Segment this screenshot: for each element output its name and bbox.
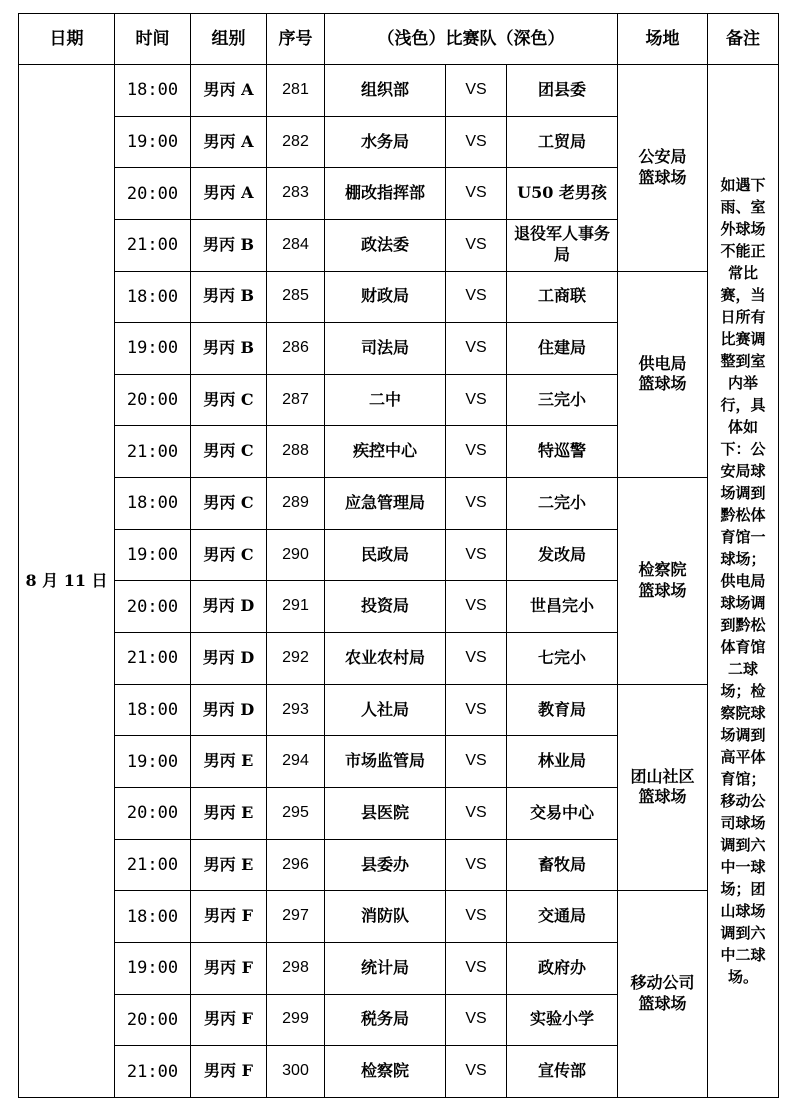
time-cell: 19:00: [115, 736, 191, 788]
match-number-cell: 298: [267, 942, 325, 994]
light-team-cell: 司法局: [325, 323, 446, 375]
light-team-cell: 政法委: [325, 219, 446, 271]
light-team-cell: 统计局: [325, 942, 446, 994]
match-number-cell: 286: [267, 323, 325, 375]
dark-team-cell: 畜牧局: [507, 839, 618, 891]
vs-cell: VS: [446, 271, 507, 323]
dark-team-cell: U50 老男孩: [507, 168, 618, 220]
group-cell: 男丙 A: [191, 168, 267, 220]
vs-cell: VS: [446, 839, 507, 891]
time-cell: 21:00: [115, 426, 191, 478]
group-cell: 男丙 F: [191, 891, 267, 943]
table-row: [19, 684, 779, 736]
light-team-cell: 人社局: [325, 684, 446, 736]
venue-type: 篮球场: [638, 374, 687, 394]
match-number-cell: 285: [267, 271, 325, 323]
group-cell: 男丙 C: [191, 374, 267, 426]
match-number-cell: 292: [267, 633, 325, 685]
venue-cell: [618, 684, 708, 891]
match-number-cell: 290: [267, 529, 325, 581]
match-number-cell: 294: [267, 736, 325, 788]
vs-cell: VS: [446, 736, 507, 788]
venue-cell: [618, 271, 708, 478]
dark-team-cell: 工商联: [507, 271, 618, 323]
vs-cell: VS: [446, 65, 507, 117]
match-number-cell: 297: [267, 891, 325, 943]
venue-name: 团山社区: [630, 766, 695, 786]
time-cell: 18:00: [115, 684, 191, 736]
time-cell: 20:00: [115, 994, 191, 1046]
dark-team-cell: 住建局: [507, 323, 618, 375]
schedule-table: [18, 13, 779, 1098]
time-cell: 20:00: [115, 374, 191, 426]
date-cell: 8 月 11 日: [19, 65, 115, 1098]
dark-team-cell: 工贸局: [507, 116, 618, 168]
light-team-cell: 棚改指挥部: [325, 168, 446, 220]
vs-cell: VS: [446, 942, 507, 994]
time-cell: 20:00: [115, 168, 191, 220]
match-number-cell: 299: [267, 994, 325, 1046]
vs-cell: VS: [446, 581, 507, 633]
dark-team-cell: 特巡警: [507, 426, 618, 478]
match-number-cell: 287: [267, 374, 325, 426]
vs-cell: VS: [446, 529, 507, 581]
header-teams: （浅色）比赛队（深色）: [325, 14, 618, 65]
dark-team-cell: 交通局: [507, 891, 618, 943]
group-cell: 男丙 A: [191, 116, 267, 168]
group-cell: 男丙 B: [191, 323, 267, 375]
match-number-cell: 281: [267, 65, 325, 117]
dark-team-cell: 政府办: [507, 942, 618, 994]
match-number-cell: 300: [267, 1046, 325, 1098]
vs-cell: VS: [446, 168, 507, 220]
light-team-cell: 税务局: [325, 994, 446, 1046]
match-number-cell: 288: [267, 426, 325, 478]
vs-cell: VS: [446, 426, 507, 478]
group-cell: 男丙 E: [191, 736, 267, 788]
dark-team-cell: 林业局: [507, 736, 618, 788]
dark-team-cell: 三完小: [507, 374, 618, 426]
dark-team-cell: 教育局: [507, 684, 618, 736]
dark-team-cell: 宣传部: [507, 1046, 618, 1098]
light-team-cell: 财政局: [325, 271, 446, 323]
light-team-cell: 市场监管局: [325, 736, 446, 788]
group-cell: 男丙 F: [191, 994, 267, 1046]
group-cell: 男丙 A: [191, 65, 267, 117]
match-number-cell: 284: [267, 219, 325, 271]
dark-team-cell: 世昌完小: [507, 581, 618, 633]
venue-cell: [618, 891, 708, 1098]
light-team-cell: 投资局: [325, 581, 446, 633]
venue-name: 公安局: [638, 146, 687, 166]
time-cell: 20:00: [115, 787, 191, 839]
light-team-cell: 检察院: [325, 1046, 446, 1098]
time-cell: 18:00: [115, 891, 191, 943]
match-number-cell: 293: [267, 684, 325, 736]
table-row: [19, 271, 779, 323]
group-cell: 男丙 B: [191, 271, 267, 323]
venue-type: 篮球场: [638, 787, 687, 807]
venue-name: 供电局: [638, 353, 687, 373]
venue-type: 篮球场: [638, 580, 687, 600]
match-number-cell: 289: [267, 478, 325, 530]
group-cell: 男丙 B: [191, 219, 267, 271]
group-cell: 男丙 D: [191, 581, 267, 633]
time-cell: 19:00: [115, 323, 191, 375]
light-team-cell: 县委办: [325, 839, 446, 891]
group-cell: 男丙 D: [191, 684, 267, 736]
light-team-cell: 民政局: [325, 529, 446, 581]
time-cell: 18:00: [115, 478, 191, 530]
vs-cell: VS: [446, 994, 507, 1046]
vs-cell: VS: [446, 633, 507, 685]
light-team-cell: 消防队: [325, 891, 446, 943]
time-cell: 21:00: [115, 1046, 191, 1098]
venue-type: 篮球场: [638, 167, 687, 187]
time-cell: 19:00: [115, 942, 191, 994]
header-row: [19, 14, 779, 65]
light-team-cell: 疾控中心: [325, 426, 446, 478]
group-cell: 男丙 F: [191, 942, 267, 994]
match-number-cell: 282: [267, 116, 325, 168]
match-number-cell: 283: [267, 168, 325, 220]
group-cell: 男丙 E: [191, 787, 267, 839]
light-team-cell: 组织部: [325, 65, 446, 117]
time-cell: 19:00: [115, 529, 191, 581]
venue-cell: [618, 65, 708, 272]
vs-cell: VS: [446, 684, 507, 736]
light-team-cell: 应急管理局: [325, 478, 446, 530]
time-cell: 19:00: [115, 116, 191, 168]
header-note: 备注: [708, 14, 779, 65]
venue-name: 检察院: [638, 560, 687, 580]
light-team-cell: 水务局: [325, 116, 446, 168]
group-cell: 男丙 F: [191, 1046, 267, 1098]
table-row: [19, 65, 779, 117]
dark-team-cell: 团县委: [507, 65, 618, 117]
header-time: 时间: [115, 14, 191, 65]
group-cell: 男丙 C: [191, 529, 267, 581]
header-number: 序号: [267, 14, 325, 65]
match-number-cell: 291: [267, 581, 325, 633]
time-cell: 21:00: [115, 219, 191, 271]
dark-team-cell: 七完小: [507, 633, 618, 685]
header-group: 组别: [191, 14, 267, 65]
vs-cell: VS: [446, 478, 507, 530]
vs-cell: VS: [446, 374, 507, 426]
dark-team-cell: 二完小: [507, 478, 618, 530]
group-cell: 男丙 C: [191, 426, 267, 478]
dark-team-cell: 实验小学: [507, 994, 618, 1046]
header-date: 日期: [19, 14, 115, 65]
vs-cell: VS: [446, 116, 507, 168]
vs-cell: VS: [446, 891, 507, 943]
group-cell: 男丙 E: [191, 839, 267, 891]
time-cell: 20:00: [115, 581, 191, 633]
venue-name: 移动公司: [630, 973, 695, 993]
note-cell: 如遇下雨、室外球场不能正常比赛，当日所有比赛调整到室内举行，具体如下：公安局球场调到黔松体育馆一球场；供电局球场调到黔松体育馆二球场；检察院球场调到高平体育馆；移动公司球场调到六中一球场；团山球场调到六中二球场。: [708, 65, 779, 1098]
light-team-cell: 县医院: [325, 787, 446, 839]
table-row: [19, 478, 779, 530]
group-cell: 男丙 C: [191, 478, 267, 530]
dark-team-cell: 退役军人事务局: [507, 219, 618, 271]
light-team-cell: 农业农村局: [325, 633, 446, 685]
header-venue: 场地: [618, 14, 708, 65]
dark-team-cell: 发改局: [507, 529, 618, 581]
vs-cell: VS: [446, 323, 507, 375]
time-cell: 21:00: [115, 839, 191, 891]
vs-cell: VS: [446, 219, 507, 271]
vs-cell: VS: [446, 787, 507, 839]
match-number-cell: 296: [267, 839, 325, 891]
venue-cell: [618, 478, 708, 685]
light-team-cell: 二中: [325, 374, 446, 426]
group-cell: 男丙 D: [191, 633, 267, 685]
time-cell: 18:00: [115, 65, 191, 117]
time-cell: 18:00: [115, 271, 191, 323]
match-number-cell: 295: [267, 787, 325, 839]
time-cell: 21:00: [115, 633, 191, 685]
dark-team-cell: 交易中心: [507, 787, 618, 839]
table-row: [19, 891, 779, 943]
vs-cell: VS: [446, 1046, 507, 1098]
venue-type: 篮球场: [638, 994, 687, 1014]
